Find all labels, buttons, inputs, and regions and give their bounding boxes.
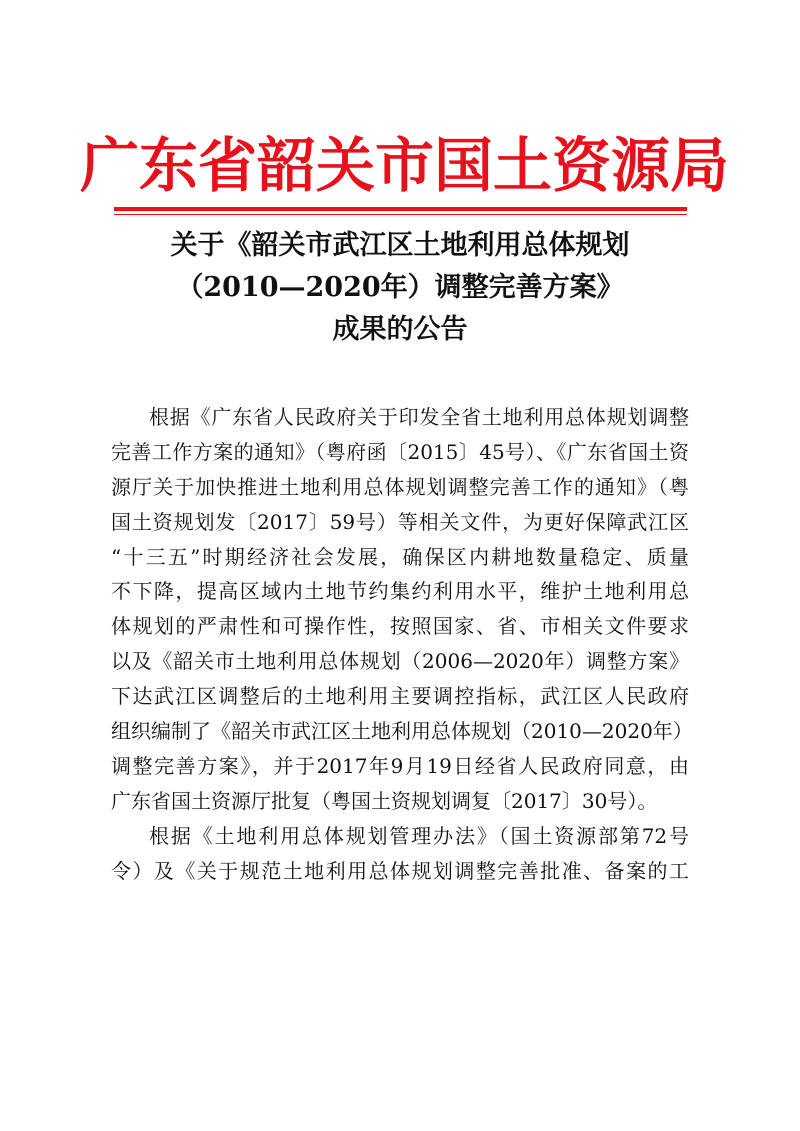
body-line: 源厅关于加快推进土地利用总体规划调整完善工作的通知》（粤: [111, 474, 689, 499]
body-line: 以及《韶关市土地利用总体规划（2006—2020年）调整方案》: [111, 649, 689, 674]
letterhead-rule-thin: [114, 214, 687, 215]
title-line-1: 关于《韶关市武江区土地利用总体规划: [170, 230, 630, 261]
body-line: 国土资规划发〔2017〕59号）等相关文件，为更好保障武江区: [111, 509, 689, 534]
body-line: 令）及《关于规范土地利用总体规划调整完善批准、备案的工: [111, 858, 689, 883]
body-line: 广东省国土资源厅批复（粤国土资规划调复〔2017〕30号）。: [111, 788, 658, 813]
body-line: 根据《广东省人民政府关于印发全省土地利用总体规划调整: [149, 405, 689, 429]
body-line: “十三五”时期经济社会发展，确保区内耕地数量稳定、质量: [111, 544, 689, 569]
letterhead-org-name: 广东省韶关市国土资源局: [80, 131, 730, 200]
body-line: 完善工作方案的通知》（粤府函〔2015〕45号）、《广东省国土资: [111, 439, 689, 464]
body-line: 组织编制了《韶关市武江区土地利用总体规划（2010—2020年）: [111, 719, 693, 744]
body-line: 不下降，提高区域内土地节约集约利用水平，维护土地利用总: [111, 579, 689, 604]
body-line: 调整完善方案》，并于2017年9月19日经省人民政府同意，由: [111, 753, 689, 778]
letterhead-rule-thick: [114, 207, 687, 211]
title-line-2: （2010—2020年）调整完善方案》: [176, 272, 624, 303]
title-line-3: 成果的公告: [332, 314, 468, 345]
body-line: 体规划的严肃性和可操作性，按照国家、省、市相关文件要求: [111, 614, 689, 639]
body-line: 下达武江区调整后的土地利用主要调控指标，武江区人民政府: [111, 684, 689, 709]
announcement-title: [80, 225, 720, 351]
body-line: 根据《土地利用总体规划管理办法》（国土资源部第72号: [149, 823, 689, 848]
announcement-body: [111, 400, 693, 888]
